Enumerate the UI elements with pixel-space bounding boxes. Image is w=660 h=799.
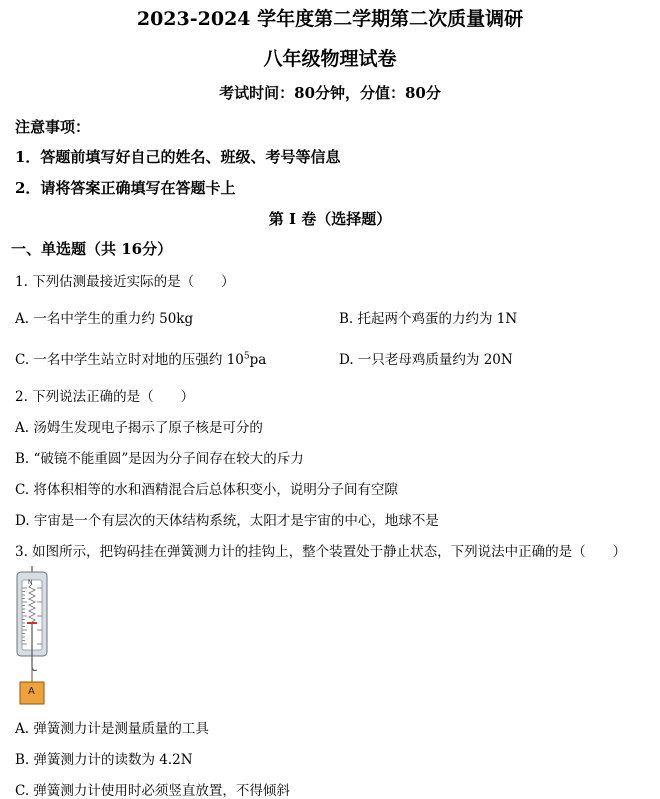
question-2-option-d: D. 宇宙是一个有层次的天体结构系统，太阳才是宇宙的中心，地球不是: [15, 513, 439, 529]
section-title: 一、单选题（共 16分）: [11, 240, 173, 258]
question-1-option-c-unit: pa: [249, 352, 267, 368]
question-3-stem: 3. 如图所示，把钩码挂在弹簧测力计的挂钩上，整个装置处于静止状态，下列说法中正确的是（ ）: [15, 544, 627, 560]
exam-title: 2023-2024 学年度第二学期第二次质量调研: [136, 8, 524, 30]
question-2-option-b: B. “破镜不能重圆”是因为分子间存在较大的斥力: [15, 451, 304, 467]
question-1-option-c: [15, 348, 266, 368]
question-1-option-d: D. 一只老母鸡质量约为 20N: [339, 352, 513, 368]
question-3-option-c: C. 弹簧测力计使用时必须竖直放置，不得倾斜: [15, 783, 290, 799]
question-1-option-b: B. 托起两个鸡蛋的力约为 1N: [339, 311, 518, 327]
exam-subtitle: 八年级物理试卷: [263, 48, 397, 70]
weight-label: A: [28, 686, 35, 697]
question-3-option-a: A. 弹簧测力计是测量质量的工具: [15, 721, 209, 737]
question-1-option-a: A. 一名中学生的重力约 50kg: [15, 311, 194, 327]
question-1-stem: 1. 下列估测最接近实际的是（ ）: [15, 274, 235, 290]
question-1-option-c-text: C. 一名中学生站立时对地的压强约 10: [15, 352, 244, 368]
scale-unit-label: N: [28, 579, 33, 586]
question-2-option-a: A. 汤姆生发现电子揭示了原子核是可分的: [15, 420, 263, 436]
question-2-option-c: C. 将体积相等的水和酒精混合后总体积变小，说明分子间有空隙: [15, 482, 398, 498]
spring-scale-figure: [13, 566, 51, 708]
question-1-option-c-exponent: 5: [243, 351, 250, 362]
question-2-stem: 2. 下列说法正确的是（ ）: [15, 389, 195, 405]
notes-heading: 注意事项：: [15, 118, 91, 136]
note-item-1: 1．答题前填写好自己的姓名、班级、考号等信息: [15, 148, 341, 166]
part-title: 第 I 卷（选择题）: [268, 210, 392, 228]
question-3-option-b: B. 弹簧测力计的读数为 4.2N: [15, 752, 193, 768]
exam-info: 考试时间：80分钟，分值：80分: [219, 84, 441, 102]
note-item-2: 2．请将答案正确填写在答题卡上: [15, 179, 236, 197]
